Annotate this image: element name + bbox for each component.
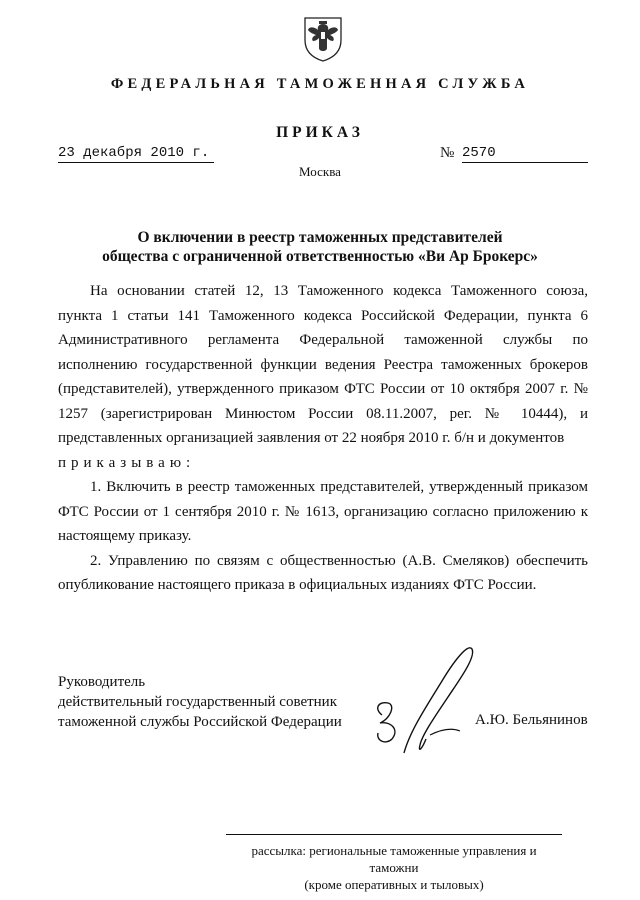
order-subject xyxy=(40,228,600,266)
order-number: 2570 xyxy=(462,145,588,163)
document-type: ПРИКАЗ xyxy=(276,124,364,141)
distribution-line-2: (кроме оперативных и тыловых) xyxy=(304,877,484,892)
order-body xyxy=(58,279,588,598)
signatory-title xyxy=(58,672,342,732)
russian-coat-of-arms-icon xyxy=(301,14,345,62)
issue-city: Москва xyxy=(299,164,341,179)
distribution-list xyxy=(226,842,562,893)
subject-line-2: общества с ограниченной ответственностью «Ви Ар Брокерс» xyxy=(102,248,538,265)
order-number-label: № xyxy=(440,145,455,161)
order-date: 23 декабря 2010 г. xyxy=(58,145,214,163)
order-word: приказываю: xyxy=(58,454,196,471)
distribution-divider xyxy=(226,834,562,835)
signatory-line-1: Руководитель xyxy=(58,674,146,690)
signatory-line-2: действительный государственный советник xyxy=(58,694,338,710)
subject-line-1: О включении в реестр таможенных представителей xyxy=(137,229,503,246)
order-item-2: 2. Управлению по связям с общественностью (А.В. Смеляков) обеспечить опубликование настоящего приказа в официальных изданиях ФТС России. xyxy=(58,552,588,593)
signatory-line-3: таможенной службы Российской Федерации xyxy=(58,714,342,730)
distribution-line-1: рассылка: региональные таможенные управления и таможни xyxy=(251,843,537,875)
agency-name: ФЕДЕРАЛЬНАЯ ТАМОЖЕННАЯ СЛУЖБА xyxy=(110,76,530,92)
order-item-1: 1. Включить в реестр таможенных представителей, утвержденный приказом ФТС России от 1 сентября 2010 г. № 1613, организацию согласно приложению к настоящему приказу. xyxy=(58,479,588,544)
signatory-name: А.Ю. Бельянинов xyxy=(475,712,588,728)
handwritten-signature xyxy=(360,635,490,765)
preamble-paragraph: На основании статей 12, 13 Таможенного кодекса Таможенного союза, пункта 1 статьи 141 Таможенного кодекса Российской Федерации, пункта 6 Административного регламента Федеральной таможенной службы по исполнению государственной функции ведения Реестра таможенных брокеров (представителей), утвержденного приказом ФТС России от 10 октября 2007 г. № 1257 (зарегистрирован Минюстом России 08.11.2007, рег. № 10444), и представленных организацией заявления от 22 ноября 2010 г. б/н и документов xyxy=(58,283,588,446)
